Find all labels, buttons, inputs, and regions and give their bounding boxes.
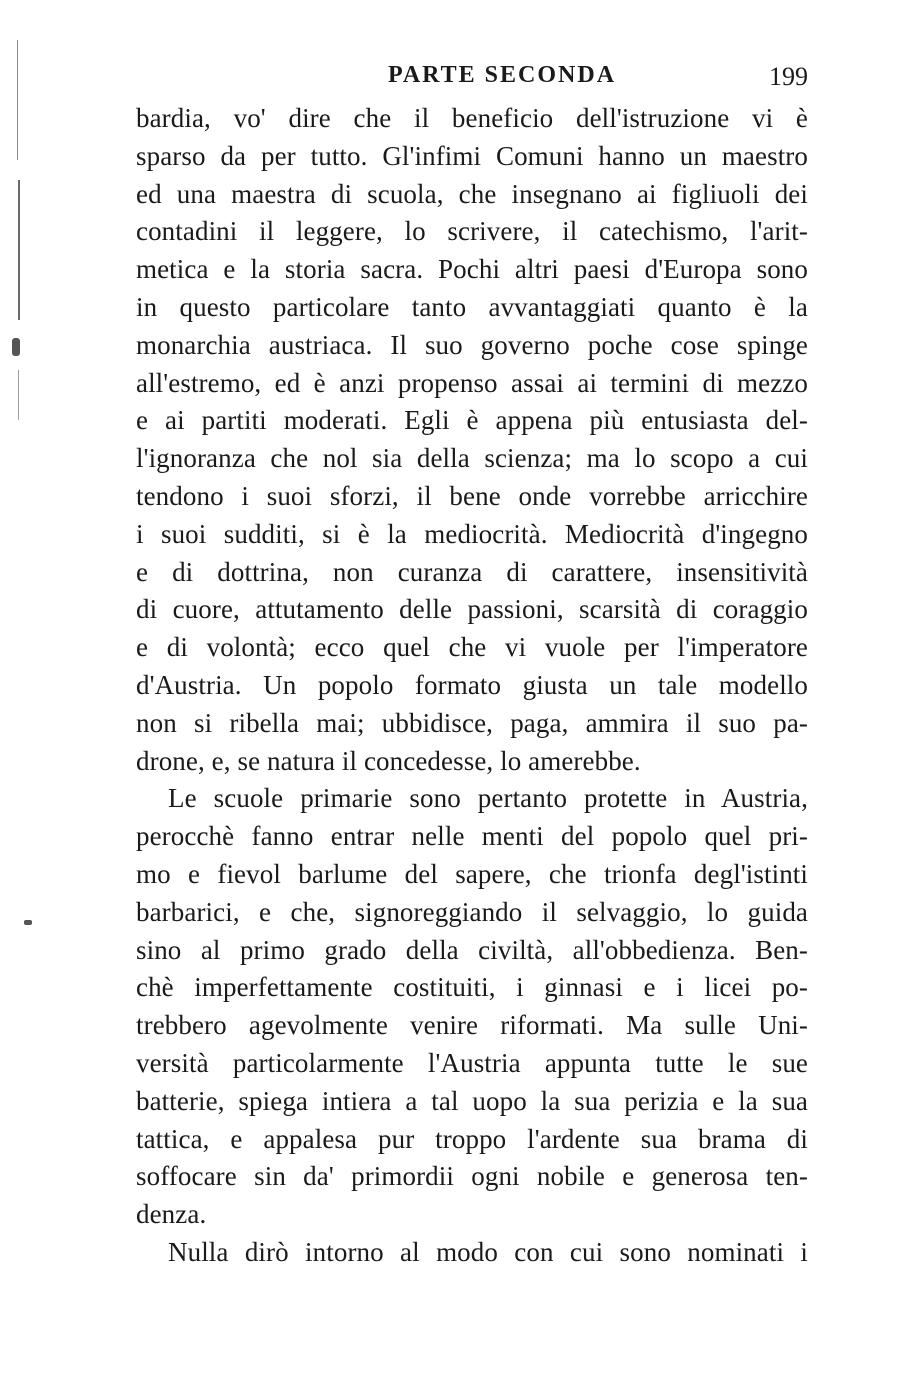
text-line: e di volontà; ecco quel che vi vuole per l'imperatore bbox=[136, 632, 808, 663]
text-line: trebbero agevolmente venire riformati. Ma sulle Uni- bbox=[136, 1010, 808, 1041]
text-line: denza. bbox=[136, 1199, 207, 1230]
paragraph-1 bbox=[136, 100, 808, 780]
text-line: di cuore, attutamento delle passioni, scarsità di coraggio bbox=[136, 594, 808, 625]
running-title: PARTE SECONDA bbox=[387, 62, 617, 88]
margin-speck bbox=[24, 920, 32, 925]
paragraph-3 bbox=[136, 1234, 808, 1272]
text-line: d'Austria. Un popolo formato giusta un tale modello bbox=[136, 669, 808, 700]
text-line: barbarici, e che, signoreggiando il selvaggio, lo guida bbox=[136, 896, 808, 927]
page-header bbox=[136, 62, 808, 98]
text-line: monarchia austriaca. Il suo governo poche cose spinge bbox=[136, 329, 808, 360]
margin-rule-upper bbox=[17, 40, 18, 160]
body-text bbox=[136, 100, 808, 1272]
text-line: e ai partiti moderati. Egli è appena più entusiasta del- bbox=[136, 405, 808, 436]
text-line: e di dottrina, non curanza di carattere, insensitività bbox=[136, 556, 808, 587]
text-line: versità particolarmente l'Austria appunta tutte le sue bbox=[136, 1047, 808, 1078]
margin-rule-lower bbox=[18, 370, 19, 420]
text-line: tendono i suoi sforzi, il bene onde vorrebbe arricchire bbox=[136, 480, 808, 511]
text-line: drone, e, se natura il concedesse, lo amerebbe. bbox=[136, 745, 641, 776]
text-line: non si ribella mai; ubbidisce, paga, ammira il suo pa- bbox=[136, 707, 808, 738]
text-line: Nulla dirò intorno al modo con cui sono nominati i bbox=[168, 1236, 808, 1267]
text-line: i suoi sudditi, si è la mediocrità. Mediocrità d'ingegno bbox=[136, 518, 808, 549]
text-line: bardia, vo' dire che il beneficio dell'istruzione vi è bbox=[136, 103, 808, 133]
text-line: l'ignoranza che nol sia della scienza; ma lo scopo a cui bbox=[136, 443, 808, 474]
scan-margin-marks bbox=[0, 0, 40, 1380]
text-line: mo e fievol barlume del sapere, che trionfa degl'istinti bbox=[136, 858, 808, 889]
page-number: 199 bbox=[769, 62, 808, 91]
text-line: soffocare sin da' primordii ogni nobile e generosa ten- bbox=[136, 1161, 808, 1192]
text-line: contadini il leggere, lo scrivere, il catechismo, l'arit- bbox=[136, 216, 808, 247]
margin-blot bbox=[12, 338, 20, 356]
paragraph-2 bbox=[136, 780, 808, 1234]
text-line: in questo particolare tanto avvantaggiati quanto è la bbox=[136, 291, 808, 322]
text-line: metica e la storia sacra. Pochi altri paesi d'Europa sono bbox=[136, 254, 808, 285]
margin-rule-middle bbox=[18, 180, 20, 320]
text-line: perocchè fanno entrar nelle menti del popolo quel pri- bbox=[136, 821, 808, 852]
text-line: all'estremo, ed è anzi propenso assai ai termini di mezzo bbox=[136, 367, 808, 398]
text-line: ed una maestra di scuola, che insegnano ai figliuoli dei bbox=[136, 178, 808, 209]
text-line: batterie, spiega intiera a tal uopo la sua perizia e la sua bbox=[136, 1085, 808, 1116]
text-line: sparso da per tutto. Gl'infimi Comuni hanno un maestro bbox=[136, 140, 808, 171]
text-line: tattica, e appalesa pur troppo l'ardente sua brama di bbox=[136, 1123, 808, 1154]
text-line: Le scuole primarie sono pertanto protette in Austria, bbox=[168, 783, 808, 814]
text-line: chè imperfettamente costituiti, i ginnasi e i licei po- bbox=[136, 972, 808, 1003]
text-line: sino al primo grado della civiltà, all'obbedienza. Ben- bbox=[136, 934, 808, 965]
